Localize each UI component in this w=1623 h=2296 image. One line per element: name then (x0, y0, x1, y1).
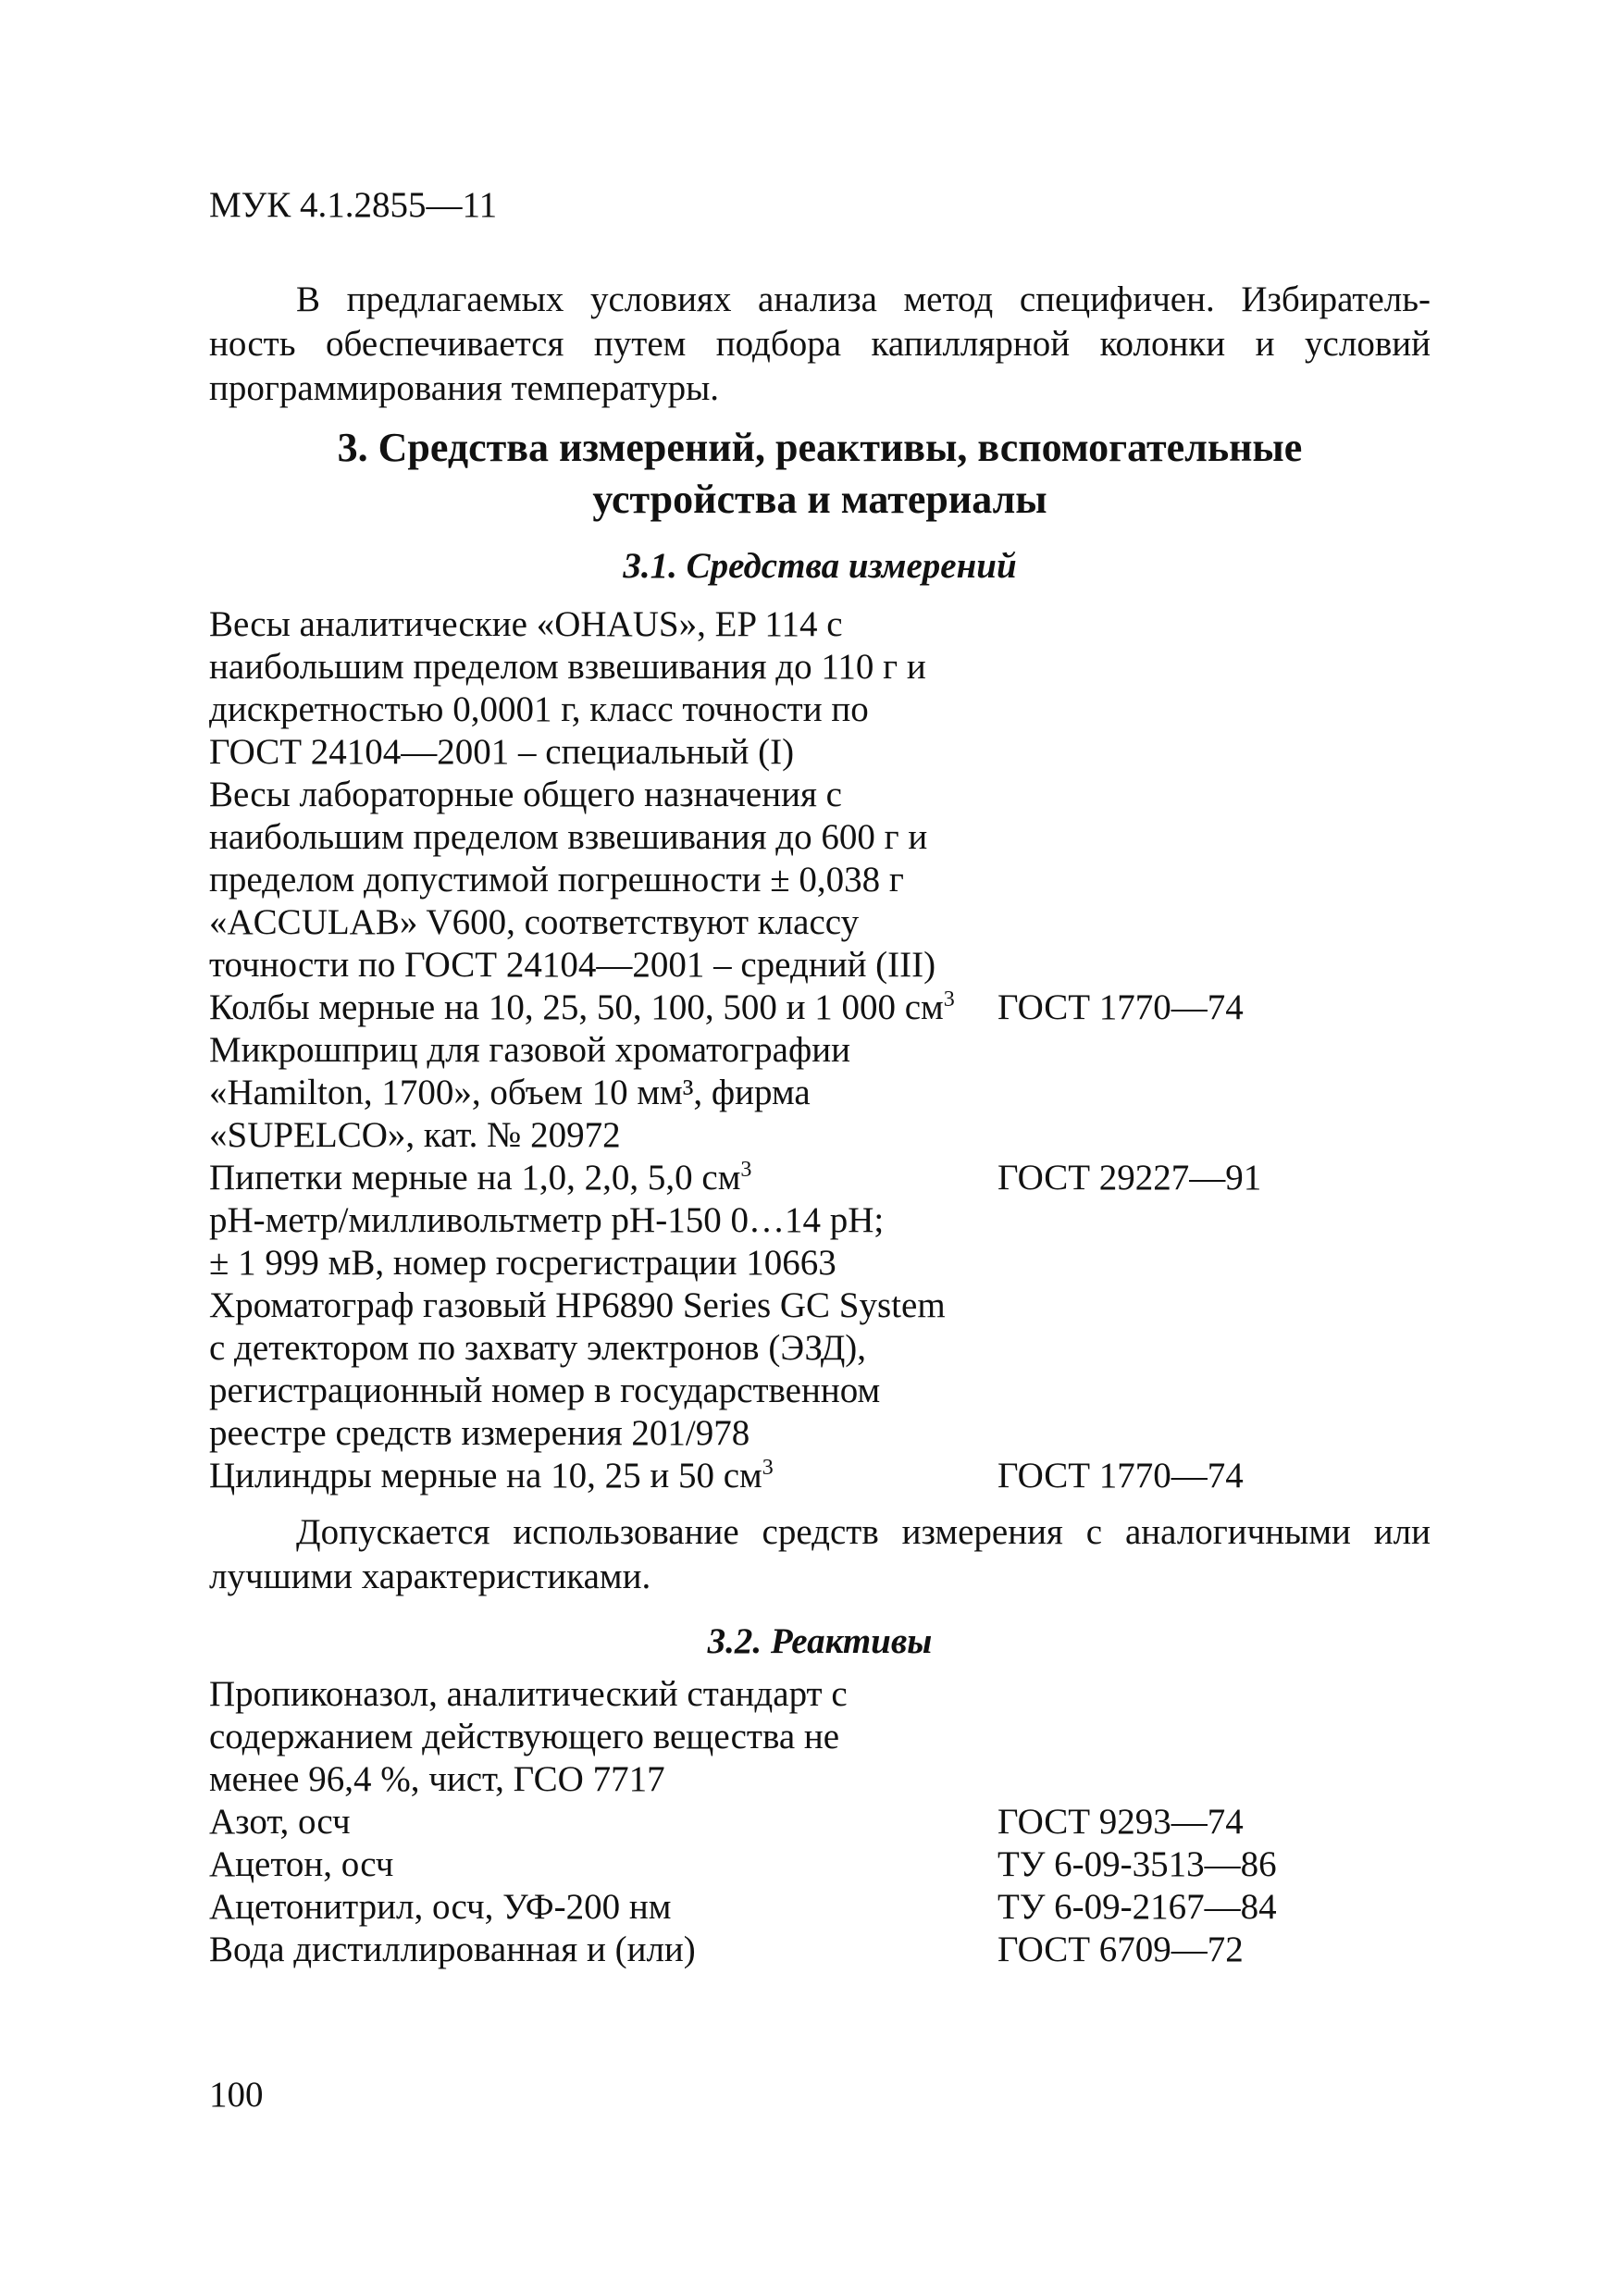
instrument-line: «Hamilton, 1700», объем 10 мм³, фирма (209, 1073, 811, 1112)
instrument-standard: ГОСТ 1770—74 (997, 987, 1244, 1027)
reagent-item (209, 1843, 1431, 1886)
reagent-item (209, 1801, 1431, 1843)
instrument-standard: ГОСТ 29227—91 (997, 1158, 1262, 1198)
reagent-standard (997, 1673, 1431, 1801)
instrument-item (209, 1285, 1431, 1455)
reagent-standard: ТУ 6-09-3513—86 (997, 1844, 1277, 1884)
superscript: 3 (943, 987, 955, 1011)
instrument-name (209, 1285, 997, 1455)
reagent-line: Ацетонитрил, осч, УФ-200 нм (209, 1887, 672, 1927)
reagent-standard: ТУ 6-09-2167—84 (997, 1887, 1277, 1927)
document-code: МУК 4.1.2855—11 (209, 185, 498, 225)
instrument-line: «SUPELCO», кат. № 20972 (209, 1115, 621, 1155)
superscript: 3 (762, 1456, 774, 1480)
instrument-line: пределом допустимой погрешности ± 0,038 г (209, 860, 904, 900)
intro-paragraph (209, 278, 1431, 411)
instrument-line (209, 1157, 997, 1199)
instrument-line (209, 1455, 997, 1497)
superscript: 3 (740, 1158, 752, 1182)
reagent-line: менее 96,4 %, чист, ГСО 7717 (209, 1759, 665, 1799)
instrument-standard: ГОСТ 1770—74 (997, 1456, 1244, 1496)
instrument-name (209, 603, 997, 774)
instrument-item (209, 987, 1431, 1029)
reagent-name (209, 1843, 997, 1886)
instrument-name (209, 1199, 997, 1285)
subsection-title-reagents: 3.2. Реактивы (707, 1621, 933, 1661)
instrument-line: регистрационный номер в государственном (209, 1371, 881, 1410)
instrument-line-text: Пипетки мерные на 1,0, 2,0, 5,0 см (209, 1158, 741, 1198)
reagents-list (209, 1673, 1431, 1971)
instrument-line: с детектором по захвату электронов (ЭЗД), (209, 1328, 867, 1368)
intro-line: программирования температуры. (209, 368, 720, 408)
instrument-line: наибольшим пределом взвешивания до 600 г и (209, 817, 928, 857)
instrument-standard (997, 1029, 1431, 1157)
instrument-name (209, 987, 997, 1029)
subsection-title-instruments: 3.1. Средства измерений (623, 546, 1017, 586)
note-paragraph (209, 1510, 1431, 1599)
instrument-item (209, 1455, 1431, 1497)
instrument-line-text: Цилиндры мерные на 10, 25 и 50 см (209, 1456, 762, 1496)
intro-line: ность обеспечивается путем подбора капиллярной колонки и условий (209, 324, 1431, 364)
page-number: 100 (209, 2075, 264, 2115)
note-line: лучшими характеристиками. (209, 1557, 651, 1596)
instrument-item (209, 1029, 1431, 1157)
instrument-name (209, 1455, 997, 1497)
instrument-line: точности по ГОСТ 24104—2001 – средний (III) (209, 945, 936, 985)
instrument-name (209, 1157, 997, 1199)
instrument-line: реестре средств измерения 201/978 (209, 1413, 750, 1453)
instrument-item (209, 1199, 1431, 1285)
reagent-item (209, 1673, 1431, 1801)
instrument-line: pH-метр/милливольтметр pH-150 0…14 pH; (209, 1200, 885, 1240)
instrument-standard (997, 774, 1431, 987)
reagent-line: содержанием действующего вещества не (209, 1717, 840, 1756)
reagent-name (209, 1673, 997, 1801)
reagent-line: Ацетон, осч (209, 1844, 394, 1884)
instruments-list (209, 603, 1431, 1497)
reagent-item (209, 1886, 1431, 1929)
instrument-line: ± 1 999 мВ, номер госрегистрации 10663 (209, 1243, 836, 1283)
instrument-standard (997, 1285, 1431, 1455)
instrument-name (209, 774, 997, 987)
instrument-item (209, 603, 1431, 774)
instrument-line (209, 987, 997, 1029)
reagent-name (209, 1886, 997, 1929)
note-line: Допускается использование средств измерения с аналогичными или (296, 1512, 1431, 1552)
section-title-line: 3. Средства измерений, реактивы, вспомогательные (337, 425, 1303, 470)
instrument-line: «ACCULAB» V600, соответствуют классу (209, 902, 860, 942)
instrument-line-text: Колбы мерные на 10, 25, 50, 100, 500 и 1 000 см (209, 987, 944, 1027)
reagent-standard: ГОСТ 6709—72 (997, 1930, 1244, 1969)
reagent-line: Пропиконазол, аналитический стандарт с (209, 1674, 848, 1714)
instrument-line: Весы аналитические «OHAUS», EP 114 с (209, 604, 843, 644)
instrument-line: дискретностью 0,0001 г, класс точности по (209, 689, 869, 729)
instrument-standard (997, 603, 1431, 774)
intro-line: В предлагаемых условиях анализа метод специфичен. Избиратель- (296, 279, 1431, 319)
reagent-line: Азот, осч (209, 1802, 351, 1842)
reagent-line: Вода дистиллированная и (или) (209, 1930, 696, 1969)
instrument-item (209, 774, 1431, 987)
reagent-item (209, 1929, 1431, 1971)
reagent-name (209, 1801, 997, 1843)
instrument-line: Хроматограф газовый HP6890 Series GC System (209, 1285, 946, 1325)
instrument-line: Весы лабораторные общего назначения с (209, 775, 842, 814)
instrument-line: ГОСТ 24104—2001 – специальный (I) (209, 732, 795, 772)
instrument-line: наибольшим пределом взвешивания до 110 г и (209, 647, 926, 687)
instrument-item (209, 1157, 1431, 1199)
reagent-standard: ГОСТ 9293—74 (997, 1802, 1244, 1842)
section-title-line: устройства и материалы (592, 477, 1047, 522)
reagent-name (209, 1929, 997, 1971)
section-title (209, 422, 1431, 526)
instrument-name (209, 1029, 997, 1157)
instrument-line: Микрошприц для газовой хроматографии (209, 1030, 850, 1070)
instrument-standard (997, 1199, 1431, 1285)
